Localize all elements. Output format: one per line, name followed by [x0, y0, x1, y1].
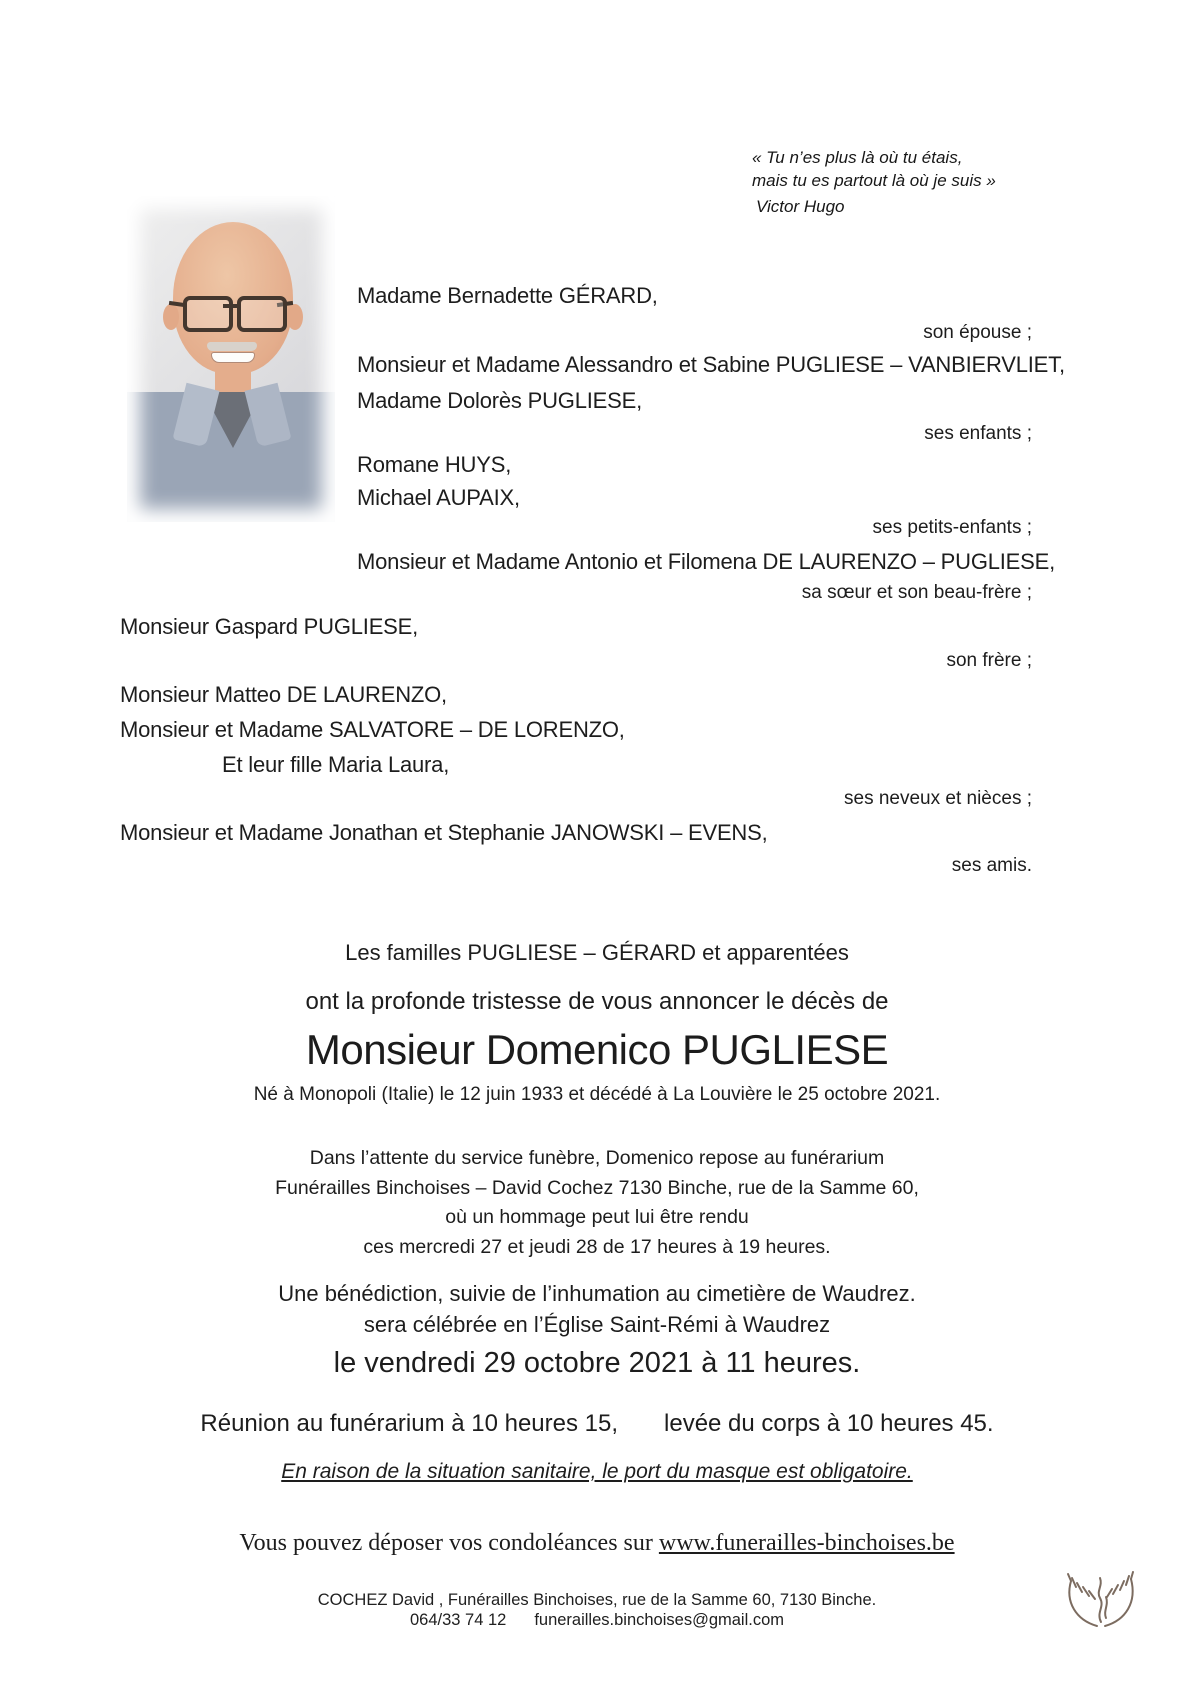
- relation-label: sa sœur et son beau-frère ;: [801, 582, 1032, 603]
- relation-label: ses amis.: [951, 855, 1032, 876]
- relation-label: son frère ;: [946, 650, 1032, 671]
- footer-contact: [0, 1611, 1194, 1630]
- reunion-line: [0, 1410, 1194, 1438]
- family-line: Madame Bernadette GÉRARD,: [357, 283, 658, 308]
- sadness-line: ont la profonde tristesse de vous annoncer le décès de: [305, 988, 889, 1015]
- reunion-right: levée du corps à 10 heures 45.: [664, 1410, 994, 1437]
- quote-line-1: « Tu n’es plus là où tu étais,: [752, 148, 963, 167]
- repose-block: [0, 1144, 1194, 1262]
- benediction-line: Une bénédiction, suivie de l’inhumation au cimetière de Waudrez.: [278, 1281, 916, 1306]
- repose-line-1: Dans l’attente du service funèbre, Domenico repose au funérarium: [309, 1147, 885, 1169]
- church-line: sera célébrée en l’Église Saint-Rémi à Waudrez: [363, 1312, 831, 1337]
- covid-notice: En raison de la situation sanitaire, le port du masque est obligatoire.: [281, 1460, 913, 1483]
- phoenix-wings-logo: [1060, 1564, 1142, 1630]
- footer-email: funerailles.binchoises@gmail.com: [534, 1611, 785, 1629]
- ceremony-date-line: le vendredi 29 octobre 2021 à 11 heures.: [333, 1347, 861, 1379]
- reunion-left: Réunion au funérarium à 10 heures 15,: [200, 1410, 619, 1437]
- family-line: Monsieur et Madame Jonathan et Stephanie JANOWSKI – EVENS,: [120, 820, 768, 845]
- condolences-url: www.funerailles-binchoises.be: [658, 1530, 955, 1556]
- family-line: Monsieur Gaspard PUGLIESE,: [120, 614, 419, 639]
- relation-label: ses enfants ;: [924, 423, 1032, 444]
- deceased-name: Monsieur Domenico PUGLIESE: [305, 1026, 889, 1073]
- condolences-line: [0, 1530, 1194, 1557]
- relation-label: ses neveux et nièces ;: [844, 788, 1032, 809]
- family-line: Monsieur et Madame Alessandro et Sabine PUGLIESE – VANBIERVLIET,: [357, 352, 1065, 377]
- portrait-photo: [127, 196, 335, 522]
- footer-phone: 064/33 74 12: [409, 1611, 507, 1629]
- family-line: Monsieur et Madame Antonio et Filomena DE LAURENZO – PUGLIESE,: [357, 549, 1056, 574]
- footer-address: COCHEZ David , Funérailles Binchoises, rue de la Samme 60, 7130 Binche.: [317, 1591, 877, 1609]
- quote-attribution: Victor Hugo: [756, 197, 845, 216]
- portrait-faded-edge: [127, 196, 335, 522]
- relation-label: son épouse ;: [923, 322, 1032, 343]
- family-line: Madame Dolorès PUGLIESE,: [357, 388, 642, 413]
- family-line: Et leur fille Maria Laura,: [222, 752, 450, 777]
- family-line: Michael AUPAIX,: [357, 485, 520, 510]
- family-line: Romane HUYS,: [357, 452, 512, 477]
- repose-line-2: Funérailles Binchoises – David Cochez 7130 Binche, rue de la Samme 60,: [275, 1176, 919, 1199]
- quote-line-2: mais tu es partout là où je suis »: [752, 171, 996, 190]
- relation-label: ses petits-enfants ;: [872, 517, 1032, 538]
- birth-death-line: Né à Monopoli (Italie) le 12 juin 1933 et décédé à La Louvière le 25 octobre 2021.: [253, 1084, 941, 1105]
- repose-line-3: où un hommage peut lui être rendu: [445, 1206, 749, 1228]
- quote-block: [752, 146, 996, 218]
- family-line: Monsieur Matteo DE LAURENZO,: [120, 682, 447, 707]
- families-line: Les familles PUGLIESE – GÉRARD et apparentées: [345, 940, 849, 965]
- family-line: Monsieur et Madame SALVATORE – DE LORENZO,: [120, 717, 625, 742]
- condolences-text: Vous pouvez déposer vos condoléances sur: [239, 1530, 659, 1556]
- repose-line-4: ces mercredi 27 et jeudi 28 de 17 heures à 19 heures.: [363, 1235, 831, 1258]
